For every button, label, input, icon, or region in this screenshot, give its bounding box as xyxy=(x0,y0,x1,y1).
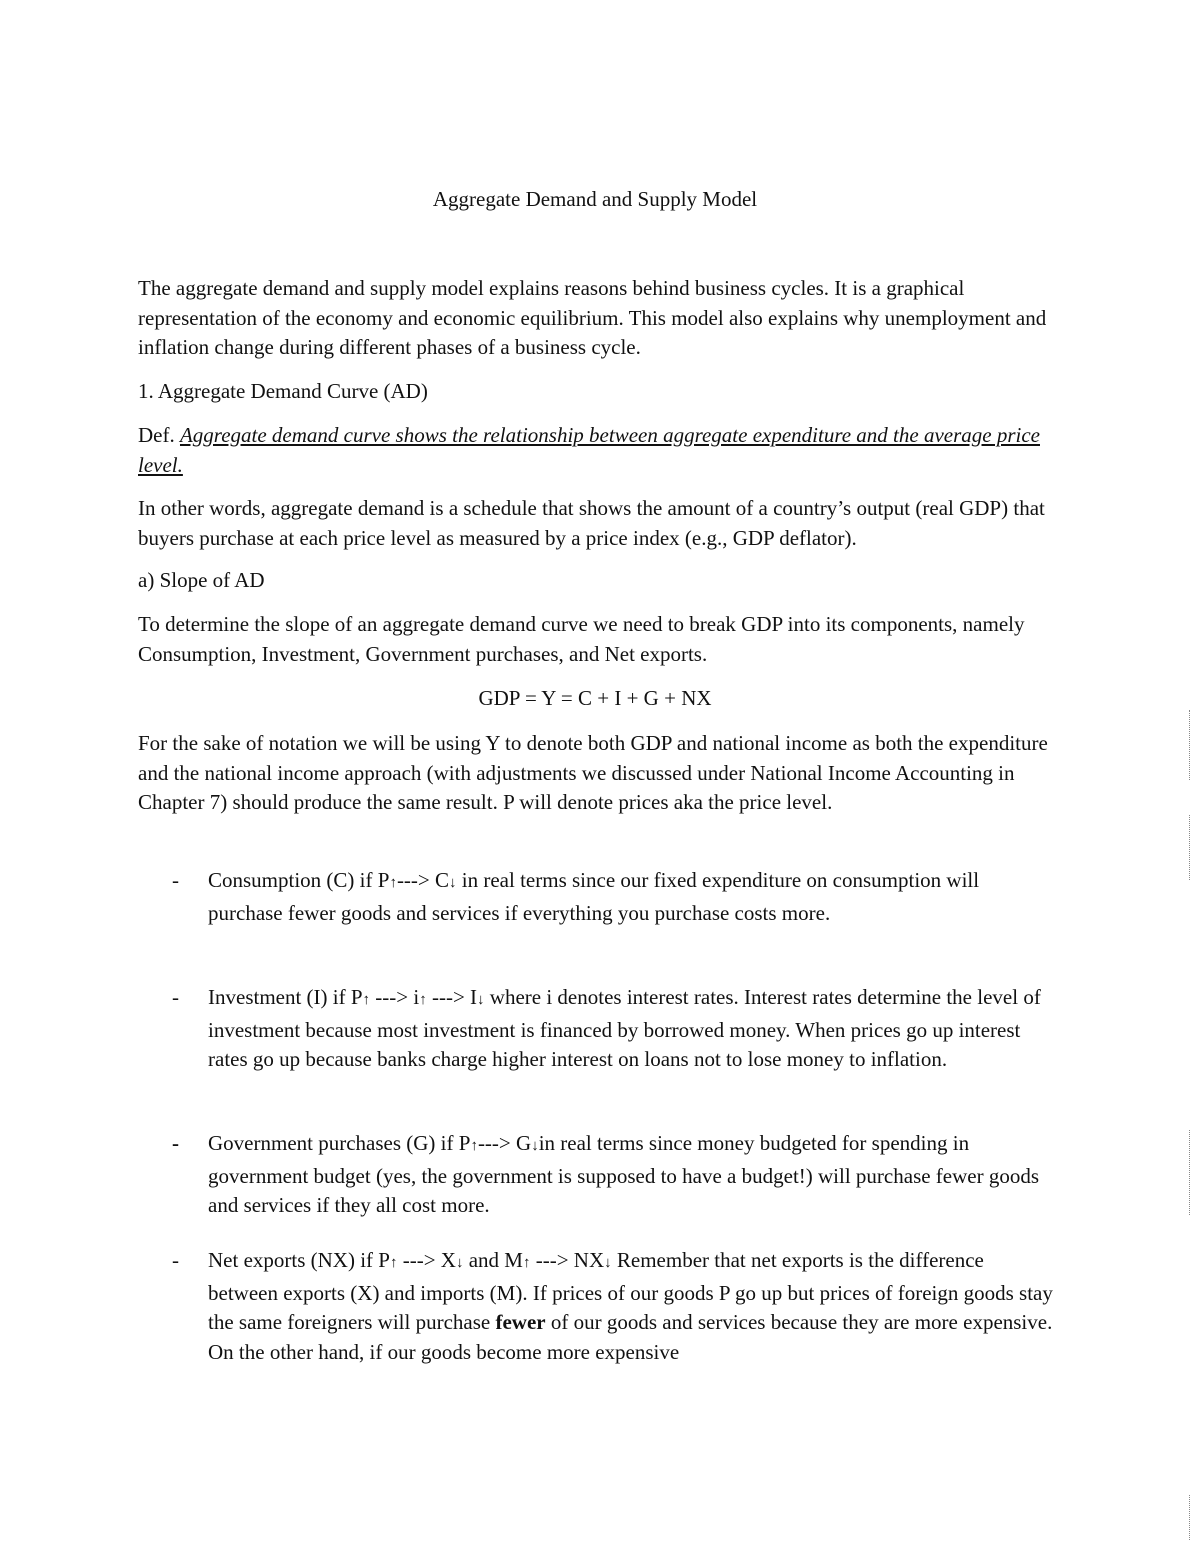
intro-paragraph xyxy=(138,274,1068,363)
document-title: Aggregate Demand and Supply Model xyxy=(432,187,758,211)
bullet-consumption-text: Consumption (C) if P↑---> C↓ in real terms since our fixed expenditure on consumption will purchase fewer goods and services if everything you purchase costs more. xyxy=(208,868,980,925)
up-arrow-icon: ↑ xyxy=(389,1255,398,1271)
other-words-paragraph xyxy=(138,494,1068,553)
subsection-heading-text: a) Slope of AD xyxy=(138,568,265,592)
up-arrow-icon: ↑ xyxy=(389,875,397,891)
bullet-investment-text: Investment (I) if P↑ ---> i↑ ---> I↓ where i denotes interest rates. Interest rates determine the level of investment because most investment is financed by borrowed money. When prices go up interest rates go up because banks charge higher interest on loans not to lose money to inflation. xyxy=(208,985,1041,1071)
bullet-dash: - xyxy=(172,985,179,1009)
notation-paragraph xyxy=(138,729,1068,818)
bullet-net-exports-text: Net exports (NX) if P↑ ---> X↓ and M↑ ---> NX↓ Remember that net exports is the difference between exports (X) and imports (M). If prices of our goods P go up but prices of foreign goods stay the same foreigners will purchase fewer of our goods and services because they are more expensive. On the other hand, if our goods become more expensive xyxy=(208,1248,1053,1364)
up-arrow-icon: ↑ xyxy=(419,992,427,1008)
up-arrow-icon: ↑ xyxy=(362,992,371,1008)
section-heading-ad xyxy=(138,377,1068,407)
scan-edge-mark xyxy=(1189,710,1194,780)
definition-text: Aggregate demand curve shows the relationship between aggregate expenditure and the average price level. xyxy=(138,423,1040,477)
notation-text: For the sake of notation we will be using Y to denote both GDP and national income as both the expenditure and the national income approach (with adjustments we discussed under National Income Accounting in Chapter 7) should produce the same result. P will denote prices aka the price level. xyxy=(138,731,1048,814)
intro-text: The aggregate demand and supply model explains reasons behind business cycles. It is a graphical representation of the economy and economic equilibrium. This model also explains why unemployment and inflation change during different phases of a business cycle. xyxy=(138,276,1047,359)
down-arrow-icon: ↓ xyxy=(531,1138,539,1154)
up-arrow-icon: ↑ xyxy=(522,1255,531,1271)
down-arrow-icon: ↓ xyxy=(477,992,485,1008)
up-arrow-icon: ↑ xyxy=(470,1138,478,1154)
bullet-dash: - xyxy=(172,1248,179,1272)
down-arrow-icon: ↓ xyxy=(449,875,457,891)
section-heading-text: 1. Aggregate Demand Curve (AD) xyxy=(138,379,428,403)
bullet-dash: - xyxy=(172,868,179,892)
subsection-heading-slope xyxy=(138,566,1068,596)
slope-intro-text: To determine the slope of an aggregate demand curve we need to break GDP into its components, namely Consumption, Investment, Government purchases, and Net exports. xyxy=(138,612,1025,666)
bullet-government-text: Government purchases (G) if P↑---> G↓in real terms since money budgeted for spending in government budget (yes, the government is supposed to have a budget!) will purchase fewer goods and services if they all cost more. xyxy=(208,1131,1040,1217)
down-arrow-icon: ↓ xyxy=(604,1255,612,1271)
definition-prefix: Def. xyxy=(138,423,180,447)
bullet-dash: - xyxy=(172,1131,179,1155)
gdp-equation: GDP = Y = C + I + G + NX xyxy=(478,686,712,710)
scan-edge-mark xyxy=(1189,1495,1194,1540)
scan-edge-mark xyxy=(1189,815,1194,880)
definition-paragraph xyxy=(138,421,1068,480)
bold-emphasis: fewer xyxy=(495,1310,546,1334)
scan-edge-mark xyxy=(1189,1130,1194,1215)
slope-intro-paragraph xyxy=(138,610,1068,669)
down-arrow-icon: ↓ xyxy=(455,1255,464,1271)
other-words-text: In other words, aggregate demand is a schedule that shows the amount of a country’s output (real GDP) that buyers purchase at each price level as measured by a price index (e.g., GDP deflator). xyxy=(138,496,1045,550)
